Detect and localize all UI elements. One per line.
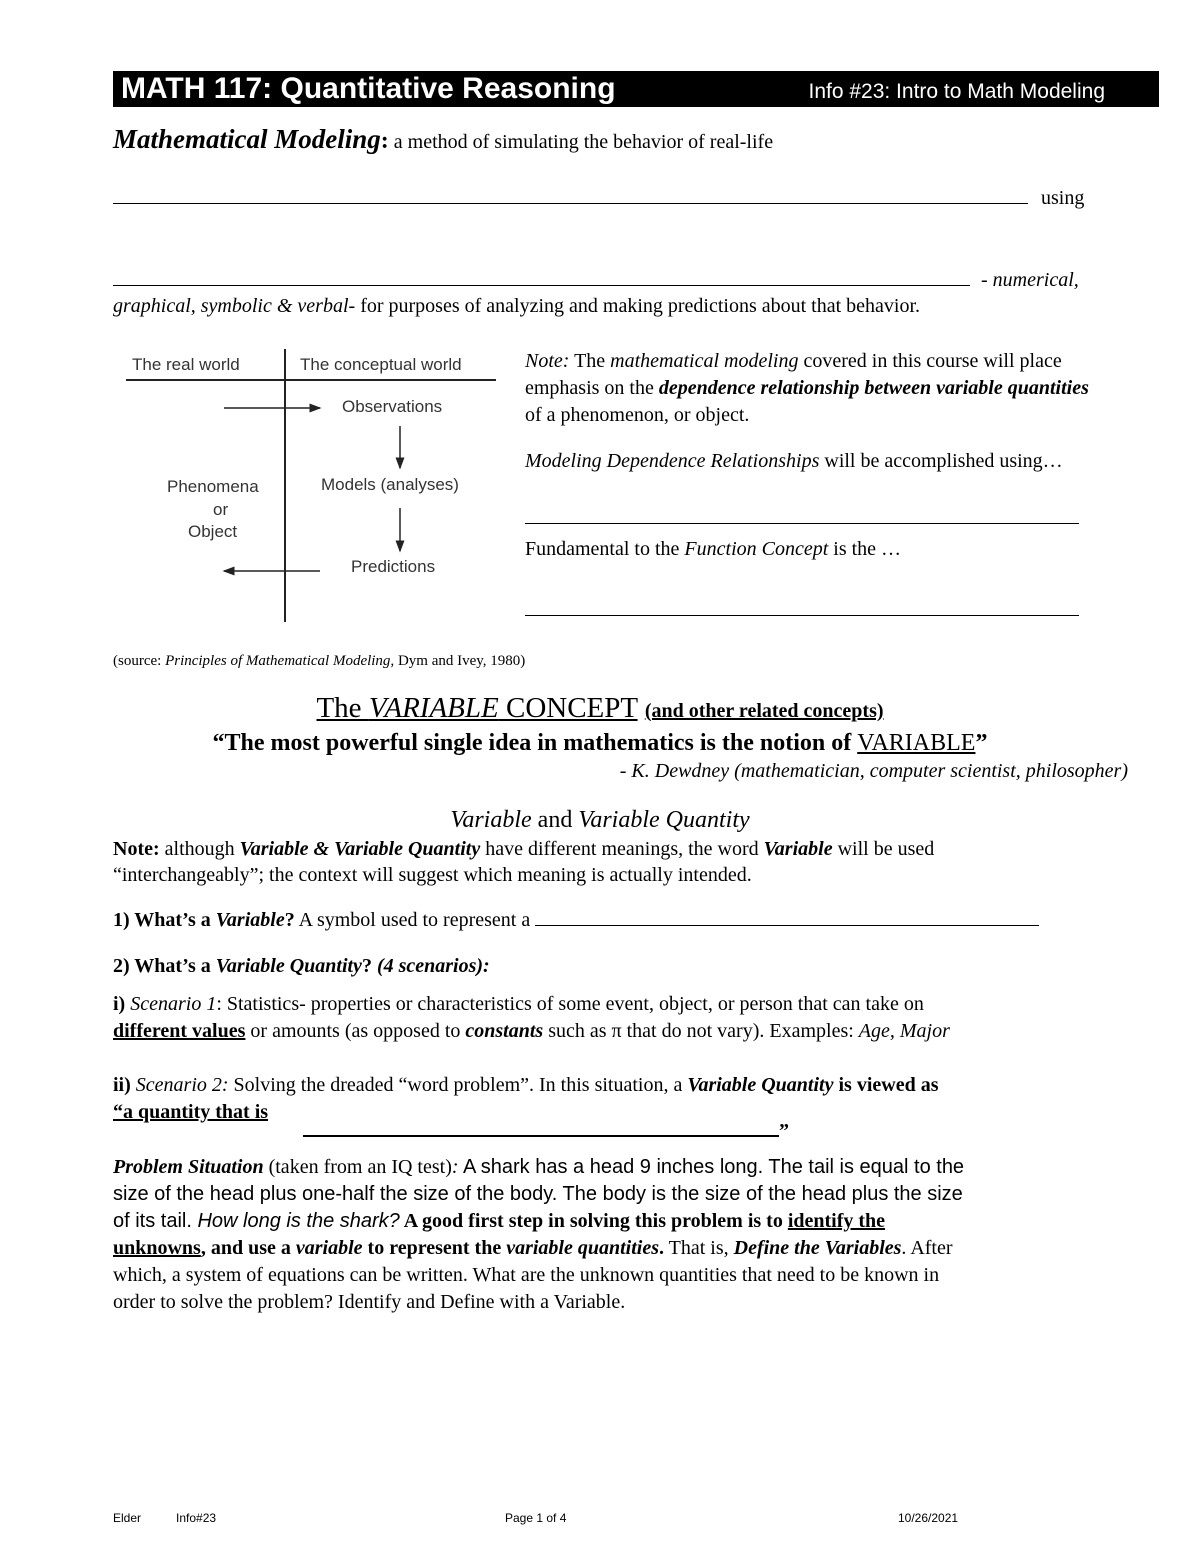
models-label: Models (analyses) bbox=[321, 475, 459, 494]
problem-period: . bbox=[659, 1237, 664, 1259]
problem-line-3 bbox=[113, 1209, 885, 1233]
quote-line bbox=[0, 728, 1200, 758]
problem-line-6: order to solve the problem? Identify and Define with a Variable. bbox=[113, 1291, 626, 1313]
note2-label: Note: bbox=[113, 838, 160, 860]
note-term: mathematical modeling bbox=[610, 350, 799, 372]
note-label: Note: bbox=[525, 350, 570, 372]
problem-define: Define the Variables bbox=[733, 1237, 902, 1259]
heading-the: The bbox=[316, 692, 369, 724]
question-1 bbox=[113, 908, 1039, 932]
footer-doc: Info#23 bbox=[176, 1511, 217, 1525]
quote-text: “The most powerful single idea in mathematics is the notion of bbox=[212, 730, 858, 756]
note-emphasis: dependence relationship between variable quantities bbox=[658, 377, 1089, 399]
scenario2-blank[interactable] bbox=[303, 1134, 779, 1137]
note-text: will be accomplished using… bbox=[819, 450, 1063, 472]
fill-blank-3[interactable] bbox=[525, 522, 1079, 524]
quote-variable: VARIABLE bbox=[857, 730, 976, 756]
note-blank-line-1 bbox=[525, 505, 1105, 532]
scenario1-constants: constants bbox=[465, 1020, 544, 1042]
scenario-1-line-1 bbox=[113, 992, 924, 1016]
representations-text: - numerical, bbox=[981, 269, 1079, 291]
q2-mark: ? bbox=[361, 955, 372, 977]
question-2 bbox=[113, 954, 490, 978]
q1-text: What’s a bbox=[129, 909, 216, 931]
scenario2-label: Scenario 2: bbox=[130, 1074, 229, 1096]
note2-line-1 bbox=[113, 837, 934, 861]
blank-line-1 bbox=[113, 186, 1084, 210]
scenario1-number: i) bbox=[113, 993, 126, 1015]
blank-line-2 bbox=[113, 268, 1079, 292]
scenario-1-line-2 bbox=[113, 1019, 950, 1043]
section-variable-quantity: Variable Quantity bbox=[578, 807, 750, 833]
definition-colon: : bbox=[380, 128, 389, 154]
phenomena-label: Phenomena bbox=[167, 477, 259, 496]
heading-related: (and other related concepts) bbox=[644, 700, 884, 722]
purpose-line bbox=[113, 294, 920, 318]
problem-text: A shark has a head 9 inches long. The tail is equal to the bbox=[458, 1156, 965, 1178]
source-prefix: (source: bbox=[113, 653, 166, 669]
definition-text: a method of simulating the behavior of real-life bbox=[388, 131, 774, 153]
fill-blank-4[interactable] bbox=[525, 614, 1079, 616]
q1-number: 1) bbox=[113, 909, 130, 931]
problem-line-2: size of the head plus one-half the size of the body. The body is the size of the head plus the size bbox=[113, 1183, 963, 1205]
modeling-diagram bbox=[122, 344, 502, 629]
note-paragraph-3 bbox=[525, 536, 1105, 563]
concept-heading bbox=[0, 690, 1200, 729]
q2-scenarios: (4 scenarios): bbox=[371, 955, 490, 977]
note-term: Modeling Dependence Relationships bbox=[525, 450, 820, 472]
scenario1-examples: Age, Major bbox=[858, 1020, 950, 1042]
problem-source: (taken from an IQ test) bbox=[263, 1156, 452, 1178]
note-column bbox=[525, 348, 1105, 624]
representations-list: graphical, symbolic & verbal- bbox=[113, 295, 356, 317]
footer-page: Page 1 of 4 bbox=[505, 1511, 567, 1525]
problem-variable-quantities: variable quantities bbox=[506, 1237, 659, 1259]
scenario2-term: Variable Quantity bbox=[687, 1074, 834, 1096]
problem-label: Problem Situation bbox=[113, 1156, 264, 1178]
note-paragraph-2 bbox=[525, 448, 1105, 475]
footer-author: Elder bbox=[113, 1511, 142, 1525]
q1-answer-blank[interactable] bbox=[535, 924, 1039, 926]
definition-term: Mathematical Modeling bbox=[113, 124, 381, 154]
predictions-label: Predictions bbox=[351, 557, 436, 576]
scenario-2-line-2 bbox=[113, 1100, 268, 1124]
problem-step-text: A good first step in solving this problem is to bbox=[399, 1210, 788, 1232]
scenario1-different-values: different values bbox=[113, 1020, 246, 1042]
section-heading bbox=[0, 806, 1200, 834]
note-text: Fundamental to the bbox=[525, 538, 685, 560]
problem-step-text: , and use a bbox=[200, 1237, 296, 1259]
problem-variable: variable bbox=[295, 1237, 363, 1259]
course-title: MATH 117: Quantitative Reasoning bbox=[121, 72, 616, 105]
purpose-text: for purposes of analyzing and making predictions about that behavior. bbox=[355, 295, 921, 317]
scenario2-close-quote: ” bbox=[779, 1120, 789, 1142]
heading-concept: CONCEPT bbox=[498, 692, 638, 724]
q2-number: 2) bbox=[113, 955, 130, 977]
using-text: using bbox=[1041, 187, 1085, 209]
section-variable: Variable bbox=[450, 807, 532, 833]
q2-text: What’s a bbox=[129, 955, 216, 977]
q1-term: Variable bbox=[215, 909, 285, 931]
problem-line-4 bbox=[113, 1236, 953, 1260]
problem-unknowns: unknowns bbox=[113, 1237, 201, 1259]
note-term: Function Concept bbox=[684, 538, 829, 560]
scenario2-number: ii) bbox=[113, 1074, 131, 1096]
fill-blank-2[interactable] bbox=[113, 284, 970, 286]
scenario1-text: : Statistics- properties or characteristics of some event, object, or person that can take on bbox=[216, 993, 924, 1015]
note2-line-2: “interchangeably”; the context will suggest which meaning is actually intended. bbox=[113, 864, 752, 886]
heading-variable: VARIABLE bbox=[368, 692, 499, 724]
problem-text: That is, bbox=[664, 1237, 734, 1259]
observations-label: Observations bbox=[342, 397, 443, 416]
scenario2-text: Solving the dreaded “word problem”. In this situation, a bbox=[228, 1074, 688, 1096]
quote-attribution: - K. Dewdney (mathematician, computer scientist, philosopher) bbox=[619, 760, 1128, 782]
scenario1-text: such as π that do not vary). Examples: bbox=[543, 1020, 859, 1042]
q2-term: Variable Quantity bbox=[215, 955, 362, 977]
scenario2-quote: “a quantity that is bbox=[113, 1101, 269, 1123]
note-text: of a phenomenon, or object. bbox=[525, 404, 750, 426]
note-paragraph-1 bbox=[525, 348, 1105, 429]
source-book: Principles of Mathematical Modeling, bbox=[165, 653, 395, 669]
note-text: is the … bbox=[828, 538, 902, 560]
definition-line bbox=[113, 124, 774, 154]
scenario1-label: Scenario 1 bbox=[125, 993, 217, 1015]
or-label: or bbox=[213, 500, 229, 519]
quote-close: ” bbox=[975, 730, 988, 756]
section-and: and bbox=[531, 807, 579, 833]
scenario1-text: or amounts (as opposed to bbox=[245, 1020, 466, 1042]
problem-question: How long is the shark? bbox=[197, 1210, 400, 1232]
problem-line-1 bbox=[113, 1155, 964, 1179]
real-world-label: The real world bbox=[132, 355, 240, 374]
note2-text: will be used bbox=[832, 838, 935, 860]
fill-blank-1[interactable] bbox=[113, 202, 1028, 204]
note-text: The bbox=[569, 350, 611, 372]
note2-emphasis: Variable & Variable Quantity bbox=[239, 838, 481, 860]
problem-step-text: to represent the bbox=[362, 1237, 507, 1259]
object-label: Object bbox=[188, 522, 238, 541]
problem-line-5: which, a system of equations can be written. What are the unknown quantities that need to be known in bbox=[113, 1264, 940, 1286]
note-blank-line-2 bbox=[525, 597, 1105, 624]
note2-text: although bbox=[159, 838, 240, 860]
note2-emphasis: Variable bbox=[763, 838, 833, 860]
problem-colon: : bbox=[451, 1156, 459, 1178]
problem-text: . After bbox=[901, 1237, 953, 1259]
problem-text: of its tail. bbox=[113, 1210, 198, 1232]
scenario2-viewed: is viewed as bbox=[833, 1074, 939, 1096]
note2-text: have different meanings, the word bbox=[480, 838, 764, 860]
header-bar bbox=[113, 71, 1159, 107]
q1-answer-text: A symbol used to represent a bbox=[294, 909, 536, 931]
source-suffix: Dym and Ivey, 1980) bbox=[394, 653, 526, 669]
q1-mark: ? bbox=[284, 909, 295, 931]
footer-date: 10/26/2021 bbox=[898, 1511, 959, 1525]
scenario-2-line-3 bbox=[303, 1119, 789, 1143]
scenario-2-line-1 bbox=[113, 1073, 938, 1097]
conceptual-world-label: The conceptual world bbox=[300, 355, 462, 374]
problem-identify: identify the bbox=[787, 1210, 886, 1232]
note-text: covered in this course will place emphasis on the bbox=[525, 350, 1062, 399]
source-citation bbox=[113, 649, 525, 673]
handout-info: Info #23: Intro to Math Modeling bbox=[808, 80, 1105, 103]
